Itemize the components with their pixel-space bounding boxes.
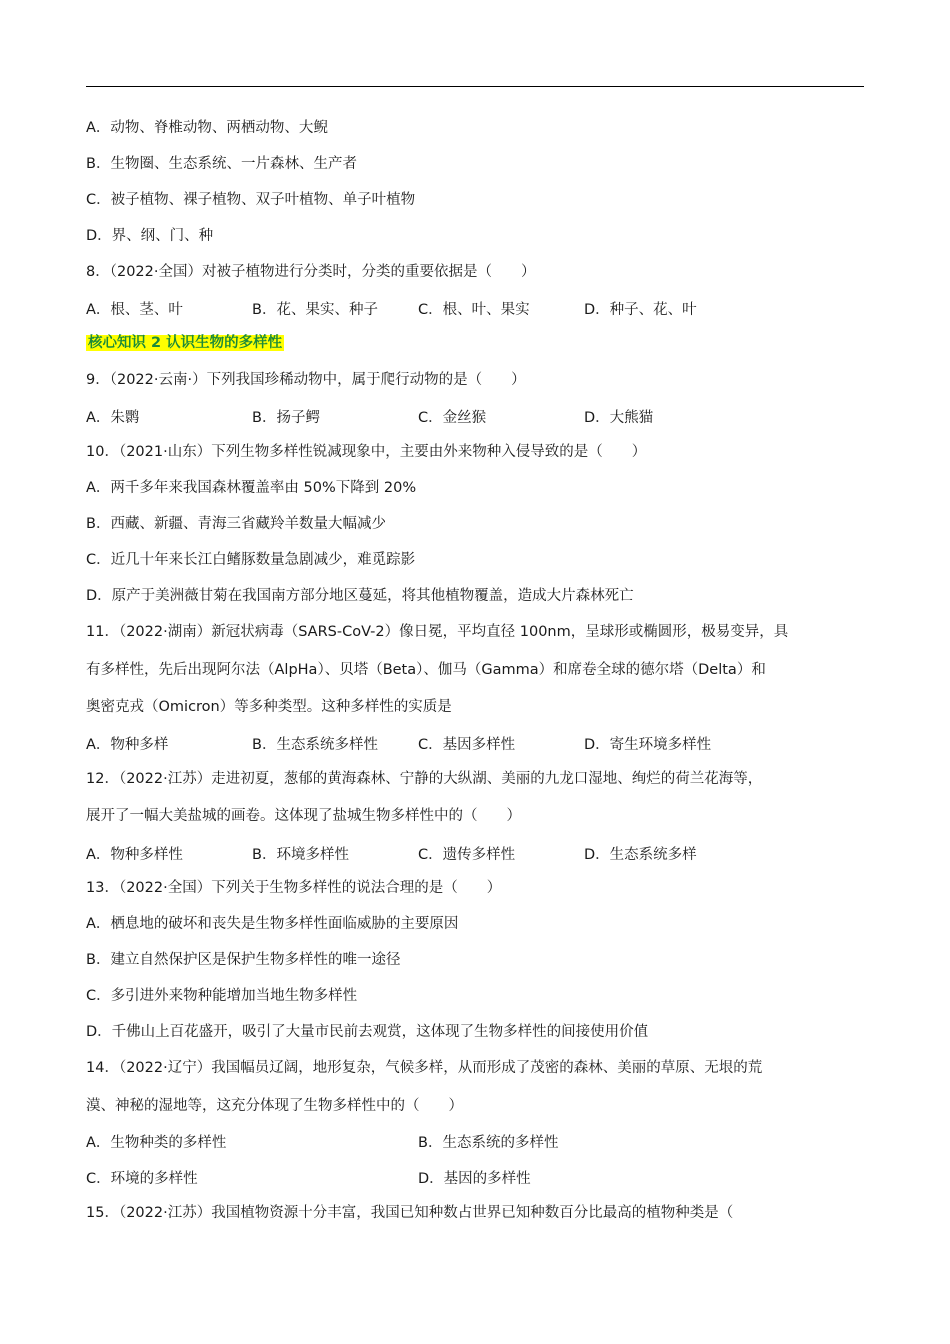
question-8-stem: 8．（2022·全国）对被子植物进行分类时，分类的重要依据是（ ） <box>86 264 536 280</box>
q13-option-b: B．建立自然保护区是保护生物多样性的唯一途径 <box>86 952 401 968</box>
option-a: A．动物、脊椎动物、两栖动物、大鲵 <box>86 120 328 136</box>
question-9-stem: 9．（2022·云南·）下列我国珍稀动物中，属于爬行动物的是（ ） <box>86 372 526 388</box>
q8-option-c: C．根、叶、果实 <box>418 302 530 318</box>
q12-option-c: C．遗传多样性 <box>418 847 516 863</box>
section-title: 核心知识 2 认识生物的多样性 <box>88 335 283 351</box>
q12-option-b: B．环境多样性 <box>252 847 349 863</box>
q10-option-b: B．西藏、新疆、青海三省藏羚羊数量大幅减少 <box>86 516 386 532</box>
q12-option-d: D．生态系统多样 <box>584 847 697 863</box>
q8-option-a: A．根、茎、叶 <box>86 302 183 318</box>
question-12-stem-line: 12．（2022·江苏）走进初夏，葱郁的黄海森林、宁静的大纵湖、美丽的九龙口湿地、绚烂的荷兰花海等， <box>86 771 763 787</box>
option-d: D．界、纲、门、种 <box>86 228 214 244</box>
q12-option-a: A．物种多样性 <box>86 847 183 863</box>
question-11-stem-line: 奥密克戎（Omicron）等多种类型。这种多样性的实质是 <box>86 699 452 715</box>
q9-option-b: B．扬子鳄 <box>252 410 320 426</box>
q11-option-b: B．生态系统多样性 <box>252 737 378 753</box>
q11-option-a: A．物种多样 <box>86 737 169 753</box>
q13-option-a: A．栖息地的破坏和丧失是生物多样性面临威胁的主要原因 <box>86 916 459 932</box>
q9-option-d: D．大熊猫 <box>584 410 654 426</box>
q10-option-c: C．近几十年来长江白鳍豚数量急剧减少，难觅踪影 <box>86 552 416 568</box>
q14-option-d: D．基因的多样性 <box>418 1171 531 1187</box>
q14-option-b: B．生态系统的多样性 <box>418 1135 559 1151</box>
q14-option-a: A．生物种类的多样性 <box>86 1135 227 1151</box>
q11-option-d: D．寄生环境多样性 <box>584 737 712 753</box>
question-10-stem: 10．（2021·山东）下列生物多样性锐减现象中，主要由外来物种入侵导致的是（ ） <box>86 444 647 460</box>
option-c: C．被子植物、裸子植物、双子叶植物、单子叶植物 <box>86 192 416 208</box>
section-heading <box>86 333 864 353</box>
q10-option-a: A．两千多年来我国森林覆盖率由 50%下降到 20% <box>86 480 417 496</box>
q9-option-c: C．金丝猴 <box>418 410 487 426</box>
q13-option-d: D．千佛山上百花盛开，吸引了大量市民前去观赏，这体现了生物多样性的间接使用价值 <box>86 1024 649 1040</box>
q8-option-d: D．种子、花、叶 <box>584 302 697 318</box>
q11-option-c: C．基因多样性 <box>418 737 516 753</box>
q10-option-d: D．原产于美洲薇甘菊在我国南方部分地区蔓延，将其他植物覆盖，造成大片森林死亡 <box>86 588 634 604</box>
question-14-stem-line: 漠、神秘的湿地等，这充分体现了生物多样性中的（ ） <box>86 1098 463 1114</box>
q8-option-b: B．花、果实、种子 <box>252 302 378 318</box>
header-rule <box>86 86 864 87</box>
question-12-stem-line: 展开了一幅大美盐城的画卷。这体现了盐城生物多样性中的（ ） <box>86 808 521 824</box>
question-15-stem: 15．（2022·江苏）我国植物资源十分丰富，我国已知种数占世界已知种数百分比最高的植物种类是（ <box>86 1205 734 1221</box>
q9-option-a: A．朱鹮 <box>86 410 140 426</box>
q13-option-c: C．多引进外来物种能增加当地生物多样性 <box>86 988 358 1004</box>
option-b: B．生物圈、生态系统、一片森林、生产者 <box>86 156 357 172</box>
question-11-stem-line: 有多样性，先后出现阿尔法（AlpHa）、贝塔（Beta）、伽马（Gamma）和席卷全球的德尔塔（Delta）和 <box>86 662 766 678</box>
question-11-stem-line: 11．（2022·湖南）新冠状病毒（SARS-CoV-2）像日冕，平均直径 100nm，呈球形或椭圆形，极易变异，具 <box>86 624 789 640</box>
question-14-stem-line: 14．（2022·辽宁）我国幅员辽阔，地形复杂，气候多样，从而形成了茂密的森林、美丽的草原、无垠的荒 <box>86 1060 763 1076</box>
question-13-stem: 13．（2022·全国）下列关于生物多样性的说法合理的是（ ） <box>86 880 502 896</box>
q14-option-c: C．环境的多样性 <box>86 1171 198 1187</box>
